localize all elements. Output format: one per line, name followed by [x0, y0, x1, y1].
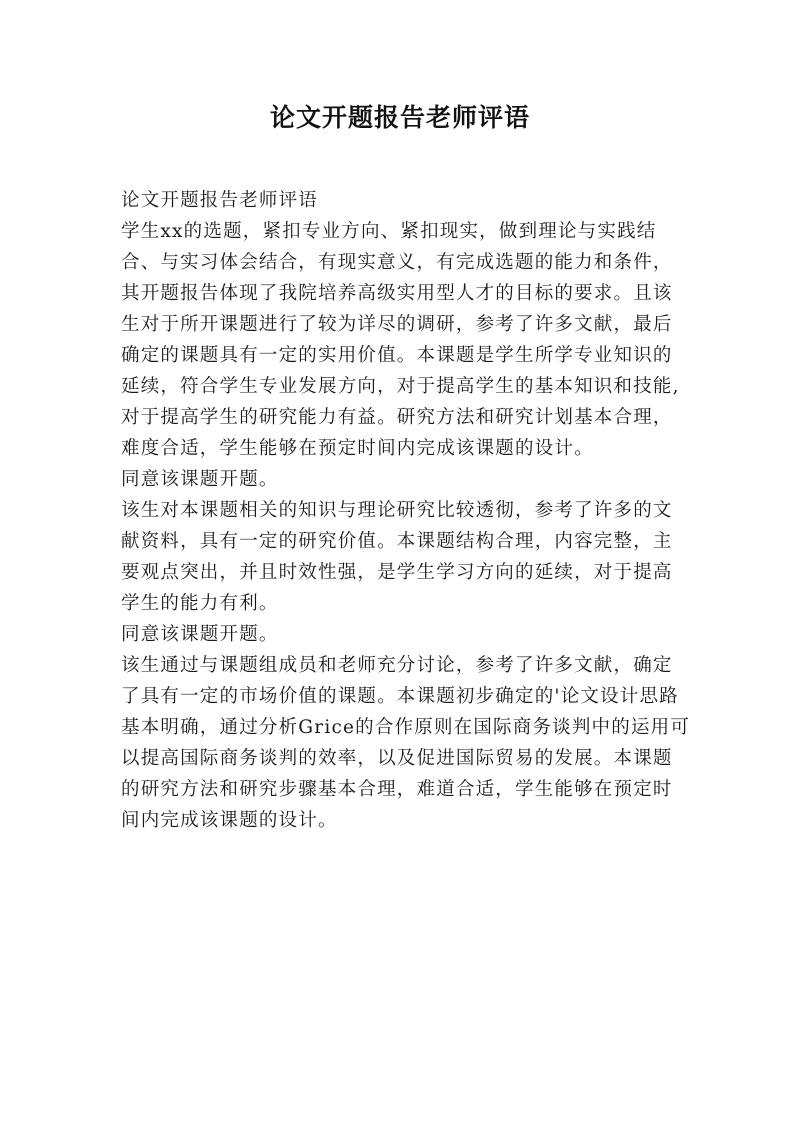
- document-body: [121, 185, 691, 836]
- paragraph-comment-2: 该生对本课题相关的知识与理论研究比较透彻，参考了许多的文献资料，具有一定的研究价值。本课题结构合理，内容完整，主要观点突出，并且时效性强，是学生学习方向的延续，对于提高学生的能力有利。: [121, 500, 673, 614]
- paragraph-heading: 论文开题报告老师评语: [121, 190, 319, 211]
- document-title: 论文开题报告老师评语: [269, 103, 530, 132]
- paragraph-comment-3: 该生通过与课题组成员和老师充分讨论，参考了许多文献，确定了具有一定的市场价值的课题。本课题初步确定的'论文设计思路基本明确，通过分析Grice的合作原则在国际商务谈判中的运用可以提高国际商务谈判的效率，以及促进国际贸易的发展。本课题的研究方法和研究步骤基本合理，难道合适，学生能够在预定时间内完成该课题的设计。: [121, 655, 691, 831]
- paragraph-approval-1: 同意该课题开题。: [121, 469, 279, 490]
- paragraph-approval-2: 同意该课题开题。: [121, 624, 279, 645]
- paragraph-comment-1: 学生xx的选题，紧扣专业方向、紧扣现实，做到理论与实践结合、与实习体会结合，有现实意义，有完成选题的能力和条件，其开题报告体现了我院培养高级实用型人才的目标的要求。且该生对于所开课题进行了较为详尽的调研，参考了许多文献，最后确定的课题具有一定的实用价值。本课题是学生所学专业知识的延续，符合学生专业发展方向，对于提高学生的基本知识和技能,对于提高学生的研究能力有益。研究方法和研究计划基本合理，难度合适，学生能够在预定时间内完成该课题的设计。: [121, 221, 680, 459]
